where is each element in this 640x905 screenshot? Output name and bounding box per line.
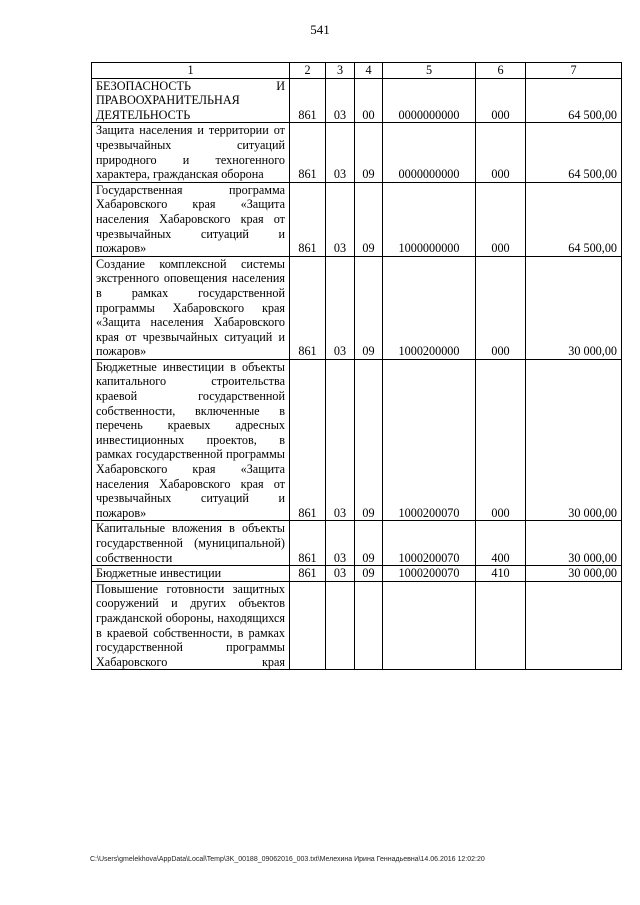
cell-col-7: 64 500,00 (526, 182, 622, 256)
cell-col-5: 0000000000 (383, 78, 476, 123)
header-col-7: 7 (526, 63, 622, 79)
table-row (92, 521, 622, 566)
cell-col-6: 000 (476, 123, 526, 182)
cell-col-3: 03 (326, 521, 355, 566)
table-row (92, 566, 622, 582)
page-number: 541 (310, 22, 330, 37)
cell-col-3: 03 (326, 123, 355, 182)
row-name: Повышение готовности защитных сооружений и других объектов гражданской обороны, находящихся в краевой собственности, в рамках государственной программы Хабаровского края (92, 581, 290, 670)
cell-col-7: 30 000,00 (526, 521, 622, 566)
cell-col-4 (355, 581, 383, 670)
cell-col-5: 1000200070 (383, 359, 476, 521)
row-name: Защита населения и территории от чрезвычайных ситуаций природного и техногенного характера, гражданская оборона (92, 123, 290, 182)
table-row (92, 359, 622, 521)
row-name: Капитальные вложения в объекты государственной (муниципальной) собственности (92, 521, 290, 566)
table-row (92, 581, 622, 670)
header-col-4: 4 (355, 63, 383, 79)
cell-col-6 (476, 581, 526, 670)
cell-col-6: 000 (476, 182, 526, 256)
cell-col-5: 1000200000 (383, 256, 476, 359)
cell-col-3: 03 (326, 359, 355, 521)
cell-col-5: 1000000000 (383, 182, 476, 256)
cell-col-2: 861 (290, 78, 326, 123)
table-row (92, 123, 622, 182)
cell-col-4: 09 (355, 359, 383, 521)
table-row (92, 182, 622, 256)
row-name: БЕЗОПАСНОСТЬ И ПРАВООХРАНИТЕЛЬНАЯ ДЕЯТЕЛЬНОСТЬ (92, 78, 290, 123)
cell-col-7 (526, 581, 622, 670)
cell-col-7: 64 500,00 (526, 78, 622, 123)
header-col-3: 3 (326, 63, 355, 79)
table-row (92, 256, 622, 359)
cell-col-6: 000 (476, 359, 526, 521)
cell-col-7: 30 000,00 (526, 256, 622, 359)
cell-col-5: 1000200070 (383, 566, 476, 582)
cell-col-2: 861 (290, 256, 326, 359)
cell-col-4: 09 (355, 256, 383, 359)
cell-col-2: 861 (290, 123, 326, 182)
cell-col-3: 03 (326, 182, 355, 256)
budget-table (91, 62, 622, 670)
cell-col-3: 03 (326, 566, 355, 582)
header-col-5: 5 (383, 63, 476, 79)
cell-col-4: 09 (355, 123, 383, 182)
cell-col-4: 09 (355, 521, 383, 566)
file-path-footer: C:\Users\gmelekhova\AppData\Local\Temp\3K_00188_09062016_003.txt\Мелехина Ирина Геннадьевна\14.06.2016 12:02:20 (90, 856, 485, 863)
cell-col-6: 400 (476, 521, 526, 566)
cell-col-4: 09 (355, 182, 383, 256)
cell-col-2: 861 (290, 182, 326, 256)
cell-col-3: 03 (326, 256, 355, 359)
cell-col-4: 09 (355, 566, 383, 582)
header-col-6: 6 (476, 63, 526, 79)
cell-col-6: 410 (476, 566, 526, 582)
cell-col-6: 000 (476, 78, 526, 123)
cell-col-4: 00 (355, 78, 383, 123)
cell-col-5 (383, 581, 476, 670)
cell-col-6: 000 (476, 256, 526, 359)
cell-col-2: 861 (290, 521, 326, 566)
cell-col-3 (326, 581, 355, 670)
cell-col-3: 03 (326, 78, 355, 123)
cell-col-5: 0000000000 (383, 123, 476, 182)
row-name: Бюджетные инвестиции (92, 566, 290, 582)
cell-col-2: 861 (290, 566, 326, 582)
cell-col-2 (290, 581, 326, 670)
row-name: Создание комплексной системы экстренного оповещения населения в рамках государственной программы Хабаровского края «Защита населения Хабаровского края от чрезвычайных ситуаций и пожаров» (92, 256, 290, 359)
header-row (92, 63, 622, 79)
cell-col-2: 861 (290, 359, 326, 521)
cell-col-7: 30 000,00 (526, 359, 622, 521)
row-name: Бюджетные инвестиции в объекты капитального строительства краевой государственной собственности, включенные в перечень краевых адресных инвестиционных проектов, в рамках государственной программы Хабаровского края «Защита населения Хабаровского края от чрезвычайных ситуаций и пожаров» (92, 359, 290, 521)
cell-col-7: 64 500,00 (526, 123, 622, 182)
cell-col-5: 1000200070 (383, 521, 476, 566)
row-name: Государственная программа Хабаровского края «Защита населения Хабаровского края от чрезвычайных ситуаций и пожаров» (92, 182, 290, 256)
cell-col-7: 30 000,00 (526, 566, 622, 582)
header-col-1: 1 (92, 63, 290, 79)
header-col-2: 2 (290, 63, 326, 79)
table-row (92, 78, 622, 123)
